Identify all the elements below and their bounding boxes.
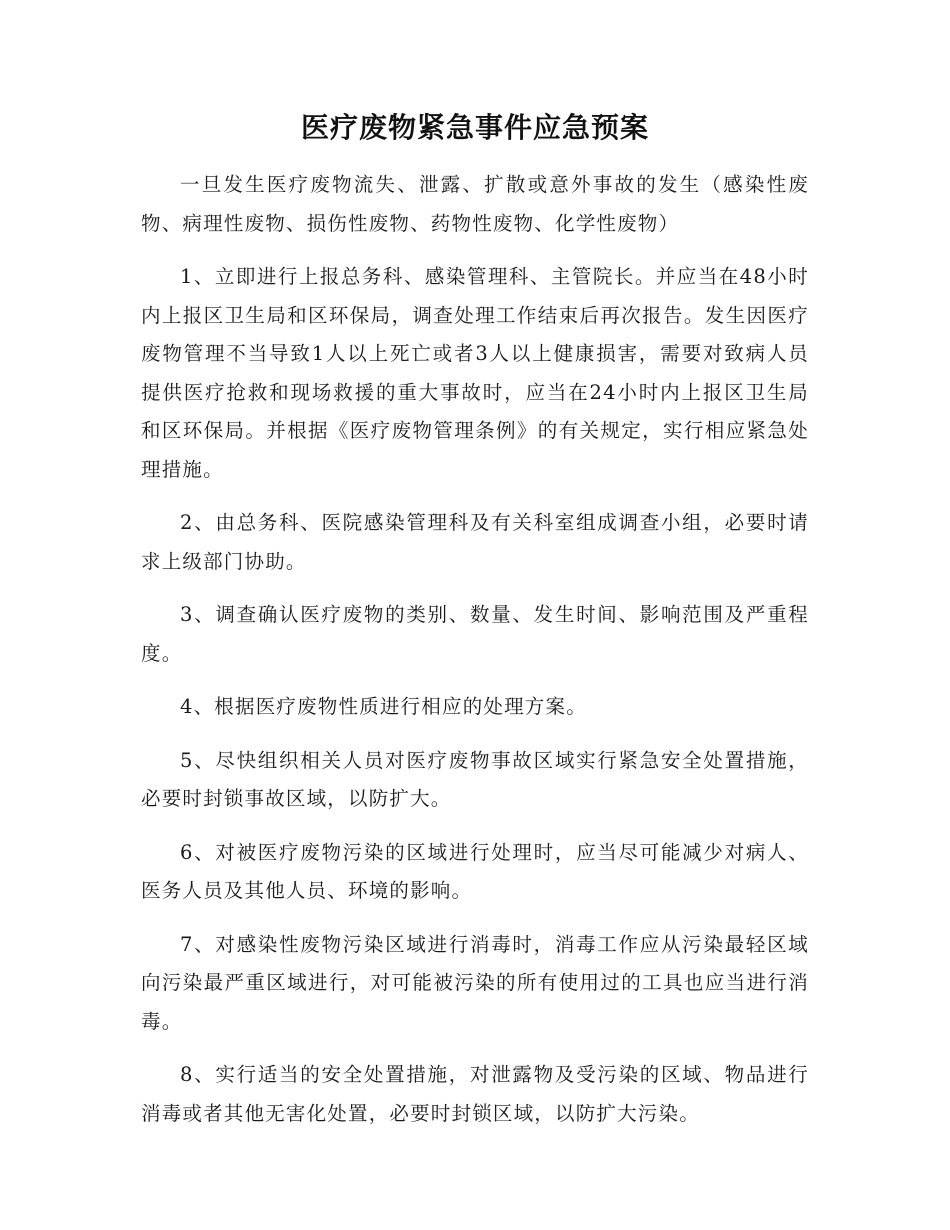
step-4-paragraph: 4、根据医疗废物性质进行相应的处理方案。 bbox=[180, 695, 587, 718]
step-3-paragraph: 3、调查确认医疗废物的类别、数量、发生时间、影响范围及严重程度。 bbox=[141, 603, 809, 665]
step-6-paragraph: 6、对被医疗废物污染的区域进行处理时，应当尽可能减少对病人、医务人员及其他人员、环境的影响。 bbox=[141, 840, 809, 902]
document-title: 医疗废物紧急事件应急预案 bbox=[300, 111, 649, 144]
step-2-paragraph: 2、由总务科、医院感染管理科及有关科室组成调查小组，必要时请求上级部门协助。 bbox=[141, 511, 809, 573]
step-8-paragraph: 8、实行适当的安全处置措施，对泄露物及受污染的区域、物品进行消毒或者其他无害化处置，必要时封锁区域，以防扩大污染。 bbox=[141, 1063, 809, 1125]
step-5-paragraph: 5、尽快组织相关人员对医疗废物事故区域实行紧急安全处置措施，必要时封锁事故区域，以防扩大。 bbox=[141, 748, 809, 810]
step-1-paragraph: 1、立即进行上报总务科、感染管理科、主管院长。并应当在48小时内上报区卫生局和区环保局，调查处理工作结束后再次报告。发生因医疗废物管理不当导致1人以上死亡或者3人以上健康损害，需要对致病人员提供医疗抢救和现场救援的重大事故时，应当在24小时内上报区卫生局和区环保局。并根据《医疗废物管理条例》的有关规定，实行相应紧急处理措施。 bbox=[141, 265, 809, 481]
intro-paragraph: 一旦发生医疗废物流失、泄露、扩散或意外事故的发生（感染性废物、病理性废物、损伤性废物、药物性废物、化学性废物） bbox=[141, 173, 809, 235]
step-7-paragraph: 7、对感染性废物污染区域进行消毒时，消毒工作应从污染最轻区域向污染最严重区域进行，对可能被污染的所有使用过的工具也应当进行消毒。 bbox=[141, 932, 809, 1033]
document-body bbox=[141, 166, 809, 1133]
